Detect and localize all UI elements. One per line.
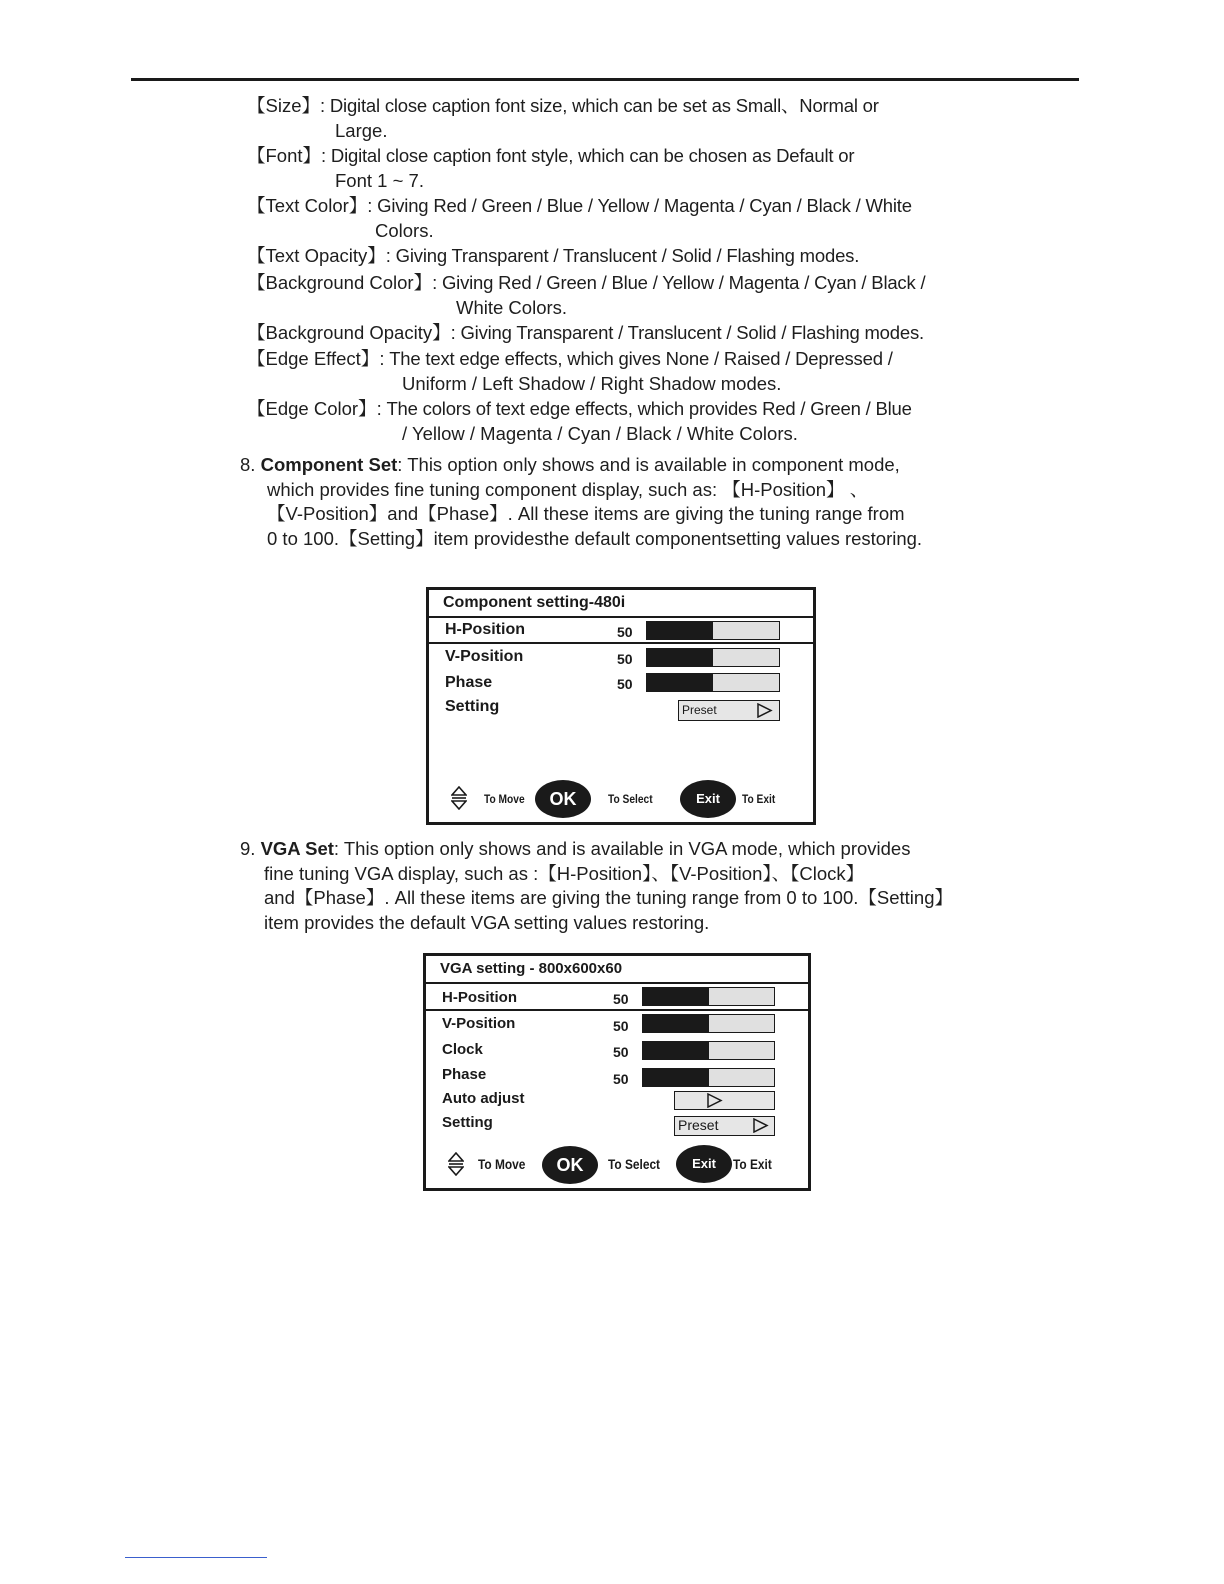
description-cont: / Yellow / Magenta / Cyan / Black / White Colors.	[402, 423, 798, 444]
slider-fill	[643, 988, 709, 1005]
play-arrow-icon	[707, 1093, 723, 1108]
vga-setting-menu	[423, 953, 811, 1191]
term: 【Text Opacity】	[247, 245, 386, 266]
section-text: 【V-Position】and【Phase】. All these items are giving the tuning range from	[267, 503, 905, 524]
to-select-label: To Select	[608, 792, 653, 806]
to-exit-label: To Exit	[733, 1156, 772, 1172]
menu-row-auto-adjust[interactable]: Auto adjust	[442, 1090, 525, 1107]
section-text: and【Phase】. All these items are giving the tuning range from 0 to 100.【Setting】	[264, 887, 953, 908]
description: : Digital close caption font style, which can be chosen as Default or	[321, 145, 855, 166]
term: 【Background Opacity】	[247, 322, 451, 343]
section-text: : This option only shows and is available in component mode,	[397, 454, 900, 475]
description: : Digital close caption font size, which can be set as Small、Normal or	[320, 95, 879, 116]
preset-label: Preset	[678, 1117, 719, 1133]
definition-font	[247, 143, 987, 193]
menu-value: 50	[613, 1018, 629, 1034]
menu-value: 50	[613, 1044, 629, 1060]
ok-button[interactable]: OK	[542, 1146, 598, 1184]
menu-title: VGA setting - 800x600x60	[426, 956, 808, 984]
slider-fill	[643, 1042, 709, 1059]
section-vga-set	[240, 837, 980, 935]
description: : Giving Red / Green / Blue / Yellow / Magenta / Cyan / Black / White	[367, 195, 912, 216]
h-position-slider[interactable]	[646, 621, 780, 640]
section-component-set	[240, 453, 980, 551]
slider-fill	[647, 674, 713, 691]
menu-row-h-position[interactable]: H-Position	[445, 621, 525, 638]
description-cont: Colors.	[375, 220, 434, 241]
description-cont: Font 1 ~ 7.	[335, 170, 424, 191]
exit-button[interactable]: Exit	[680, 780, 736, 818]
menu-row-phase[interactable]: Phase	[445, 674, 493, 691]
to-move-label: To Move	[484, 792, 525, 806]
menu-value: 50	[613, 991, 629, 1007]
term: 【Edge Effect】	[247, 348, 380, 369]
h-position-slider[interactable]	[642, 987, 775, 1006]
section-text: 0 to 100.【Setting】item providesthe default componentsetting values restoring.	[267, 527, 923, 549]
up-down-arrows-icon	[451, 786, 467, 810]
clock-slider[interactable]	[642, 1041, 775, 1060]
cc-definitions	[247, 93, 987, 446]
menu-row-phase[interactable]: Phase	[442, 1066, 487, 1083]
section-text: which provides fine tuning component display, such as: 【H-Position】 、	[267, 478, 869, 500]
menu-row-setting[interactable]: Setting	[445, 698, 500, 715]
definition-background-color	[247, 270, 987, 320]
play-arrow-icon	[753, 1118, 769, 1133]
to-exit-label: To Exit	[742, 792, 776, 806]
up-down-arrows-icon	[448, 1152, 464, 1176]
auto-adjust-button[interactable]	[674, 1091, 775, 1110]
term: 【Size】	[247, 95, 320, 116]
section-number: 8.	[240, 454, 256, 475]
menu-row-clock[interactable]: Clock	[442, 1041, 483, 1058]
menu-value: 50	[617, 624, 633, 640]
slider-fill	[643, 1015, 709, 1032]
slider-fill	[647, 649, 713, 666]
ok-button[interactable]: OK	[535, 780, 591, 818]
menu-value: 50	[617, 651, 633, 667]
slider-fill	[647, 622, 713, 639]
term: 【Edge Color】	[247, 398, 377, 419]
play-arrow-icon	[757, 703, 773, 718]
exit-button[interactable]: Exit	[676, 1145, 732, 1183]
component-setting-menu	[426, 587, 816, 825]
to-select-label: To Select	[608, 1156, 661, 1172]
term: 【Background Color】	[247, 272, 433, 293]
description: : The text edge effects, which gives None / Raised / Depressed /	[379, 348, 893, 369]
phase-slider[interactable]	[646, 673, 780, 692]
definition-edge-effect	[247, 346, 987, 396]
description: : The colors of text edge effects, which provides Red / Green / Blue	[376, 398, 912, 419]
preset-button[interactable]	[678, 700, 780, 721]
description-cont: Large.	[335, 120, 388, 141]
slider-fill	[643, 1069, 709, 1086]
top-rule	[131, 78, 1079, 81]
section-number: 9.	[240, 838, 256, 859]
menu-value: 50	[613, 1071, 629, 1087]
definition-text-color	[247, 193, 987, 243]
v-position-slider[interactable]	[646, 648, 780, 667]
section-text: fine tuning VGA display, such as :【H-Position】、【V-Position】、【Clock】	[264, 862, 865, 884]
definition-background-opacity	[247, 320, 987, 345]
to-move-label: To Move	[478, 1156, 526, 1172]
menu-value: 50	[617, 676, 633, 692]
description: : Giving Transparent / Translucent / Solid / Flashing modes.	[385, 245, 860, 266]
term: 【Font】	[247, 145, 322, 166]
description: : Giving Red / Green / Blue / Yellow / Magenta / Cyan / Black /	[432, 272, 926, 293]
v-position-slider[interactable]	[642, 1014, 775, 1033]
phase-slider[interactable]	[642, 1068, 775, 1087]
preset-button[interactable]	[674, 1116, 775, 1136]
menu-row-setting[interactable]: Setting	[442, 1114, 493, 1131]
menu-row-v-position[interactable]: V-Position	[442, 1015, 516, 1032]
description: : Giving Transparent / Translucent / Solid / Flashing modes.	[450, 322, 924, 343]
section-text: item provides the default VGA setting values restoring.	[264, 911, 710, 933]
menu-title: Component setting-480i	[429, 590, 813, 618]
term: 【Text Color】	[247, 195, 368, 216]
description-cont: Uniform / Left Shadow / Right Shadow modes.	[402, 373, 782, 394]
section-heading: Component Set	[260, 454, 398, 475]
section-heading: VGA Set	[260, 838, 334, 859]
menu-row-v-position[interactable]: V-Position	[445, 648, 524, 665]
definition-text-opacity	[247, 243, 987, 268]
footer-link-line	[125, 1557, 267, 1558]
definition-size	[247, 93, 987, 143]
menu-row-h-position[interactable]: H-Position	[442, 989, 517, 1006]
preset-label: Preset	[682, 703, 717, 717]
section-text: : This option only shows and is available in VGA mode, which provides	[333, 838, 911, 859]
definition-edge-color	[247, 396, 987, 446]
description-cont: White Colors.	[456, 297, 568, 318]
